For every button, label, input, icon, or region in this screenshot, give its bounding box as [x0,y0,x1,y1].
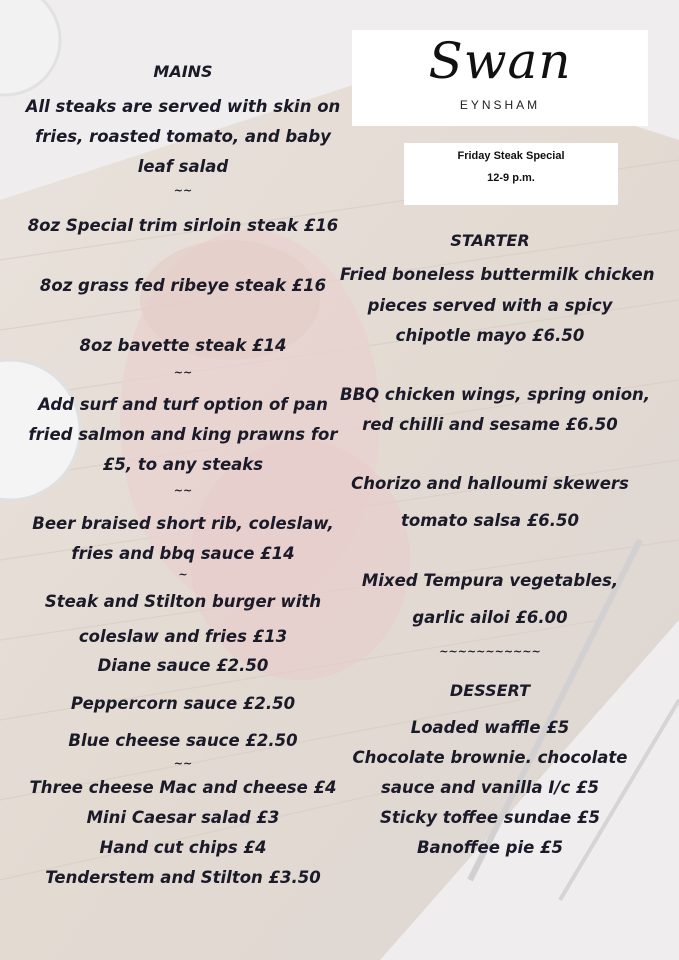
separator: ~~ [173,484,193,497]
friday-special-box [404,143,618,205]
dessert-heading: DESSERT [449,681,531,700]
starter-chicken-line1: Fried boneless buttermilk chicken [340,265,655,284]
starter-chicken-line3: chipotle mayo £6.50 [395,326,585,345]
mains-intro-line1: All steaks are served with skin on [25,97,341,116]
sauce-peppercorn: Peppercorn sauce £2.50 [70,694,296,713]
separator: ~ [178,568,188,581]
starter-wings-line1: BBQ chicken wings, spring onion, [340,385,651,404]
surf-turf-line1: Add surf and turf option of pan [38,395,328,414]
short-rib-line2: fries and bbq sauce £14 [71,544,295,563]
side-tenderstem: Tenderstem and Stilton £3.50 [45,868,321,887]
side-mac-cheese: Three cheese Mac and cheese £4 [29,778,337,797]
burger-line1: Steak and Stilton burger with [44,592,322,611]
dessert-brownie-line1: Chocolate brownie. chocolate [352,748,628,767]
starter-tempura-line2: garlic ailoi £6.00 [412,608,568,627]
sauce-blue-cheese: Blue cheese sauce £2.50 [68,731,298,750]
sauce-diane: Diane sauce £2.50 [97,656,269,675]
starter-chicken-line2: pieces served with a spicy [367,296,613,315]
special-hours: 12-9 p.m. [487,172,535,184]
steak-ribeye: 8oz grass fed ribeye steak £16 [39,276,327,295]
steak-sirloin: 8oz Special trim sirloin steak £16 [27,216,339,235]
separator: ~~ [173,757,193,770]
separator: ~~ [173,184,193,197]
logo-town: EYNSHAM [459,98,541,112]
starter-heading: STARTER [450,231,530,250]
short-rib-line1: Beer braised short rib, coleslaw, [32,514,334,533]
burger-line2: coleslaw and fries £13 [78,627,288,646]
dessert-waffle: Loaded waffle £5 [410,718,570,737]
side-caesar: Mini Caesar salad £3 [86,808,280,827]
surf-turf-line2: fried salmon and king prawns for [28,425,338,444]
side-chips: Hand cut chips £4 [99,838,267,857]
dessert-banoffee: Banoffee pie £5 [416,838,564,857]
surf-turf-line3: £5, to any steaks [102,455,264,474]
dessert-brownie-line2: sauce and vanilla I/c £5 [381,778,599,797]
starter-chorizo-line2: tomato salsa £6.50 [400,511,580,530]
starter-wings-line2: red chilli and sesame £6.50 [362,415,618,434]
starter-chorizo-line1: Chorizo and halloumi skewers [351,474,629,493]
swan-logo [352,30,648,126]
logo-brand: Swan [428,32,572,90]
separator: ~~~~~~~~~~~ [439,645,541,658]
dessert-toffee-sundae: Sticky toffee sundae £5 [380,808,600,827]
starter-tempura-line1: Mixed Tempura vegetables, [361,571,619,590]
mains-intro-line2: fries, roasted tomato, and baby [35,127,331,146]
steak-bavette: 8oz bavette steak £14 [79,336,287,355]
special-title: Friday Steak Special [457,150,565,162]
mains-heading: MAINS [153,62,213,81]
separator: ~~ [173,366,193,379]
mains-intro-line3: leaf salad [137,157,229,176]
